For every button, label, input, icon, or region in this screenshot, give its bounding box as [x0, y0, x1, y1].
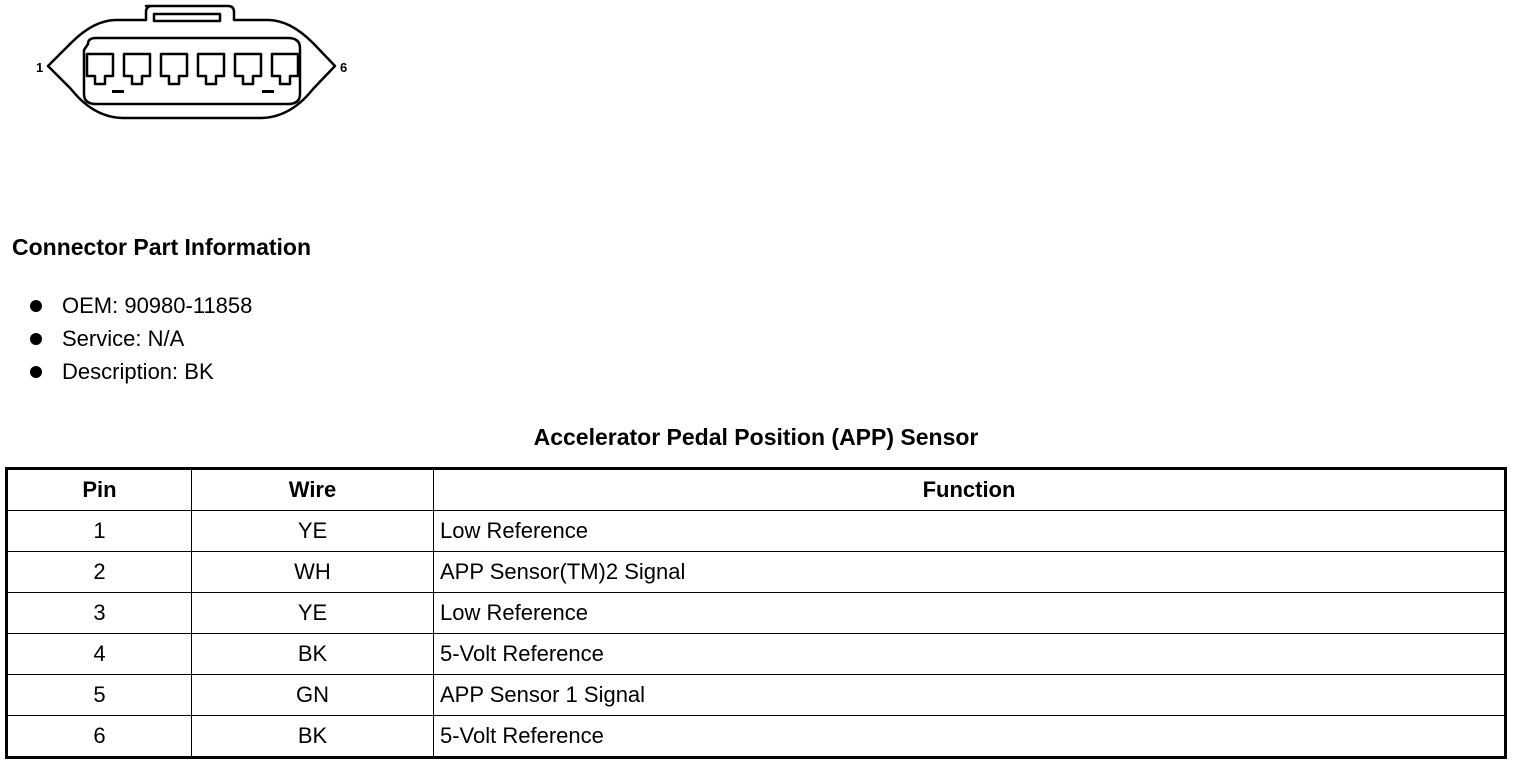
table-title: Accelerator Pedal Position (APP) Sensor [533, 424, 979, 450]
part-info-list [30, 289, 252, 388]
part-info-service: Service: N/A [62, 325, 185, 351]
table-header-row [7, 469, 1506, 511]
part-info-description: Description: BK [62, 358, 214, 384]
connector-pin-6-label: 6 [340, 60, 348, 75]
cell-wire: YE [192, 511, 434, 552]
header-pin: Pin [7, 469, 192, 511]
bullet-icon [30, 366, 42, 378]
connector-pin-1-label: 1 [36, 60, 44, 75]
cell-pin: 2 [7, 552, 192, 593]
part-info-item-service [30, 322, 252, 355]
cell-wire: BK [192, 716, 434, 758]
bullet-icon [30, 300, 42, 312]
table-row [7, 634, 1506, 675]
cell-function: 5-Volt Reference [434, 716, 1506, 758]
table-row [7, 552, 1506, 593]
cell-wire: WH [192, 552, 434, 593]
table-row [7, 675, 1506, 716]
header-wire: Wire [192, 469, 434, 511]
cell-function: APP Sensor(TM)2 Signal [434, 552, 1506, 593]
cell-pin: 1 [7, 511, 192, 552]
table-row [7, 511, 1506, 552]
connector-face-diagram [28, 0, 358, 130]
cell-pin: 3 [7, 593, 192, 634]
cell-pin: 4 [7, 634, 192, 675]
pinout-table [5, 467, 1507, 759]
part-info-item-oem [30, 289, 252, 322]
part-info-item-description [30, 355, 252, 388]
cell-wire: GN [192, 675, 434, 716]
cell-function: Low Reference [434, 511, 1506, 552]
cell-pin: 5 [7, 675, 192, 716]
part-info-oem: OEM: 90980-11858 [62, 292, 253, 318]
bullet-icon [30, 333, 42, 345]
table-row [7, 593, 1506, 634]
cell-function: 5-Volt Reference [434, 634, 1506, 675]
cell-function: APP Sensor 1 Signal [434, 675, 1506, 716]
header-function: Function [434, 469, 1506, 511]
cell-function: Low Reference [434, 593, 1506, 634]
cell-wire: BK [192, 634, 434, 675]
cell-pin: 6 [7, 716, 192, 758]
cell-wire: YE [192, 593, 434, 634]
part-info-title: Connector Part Information [12, 234, 312, 260]
table-row [7, 716, 1506, 758]
